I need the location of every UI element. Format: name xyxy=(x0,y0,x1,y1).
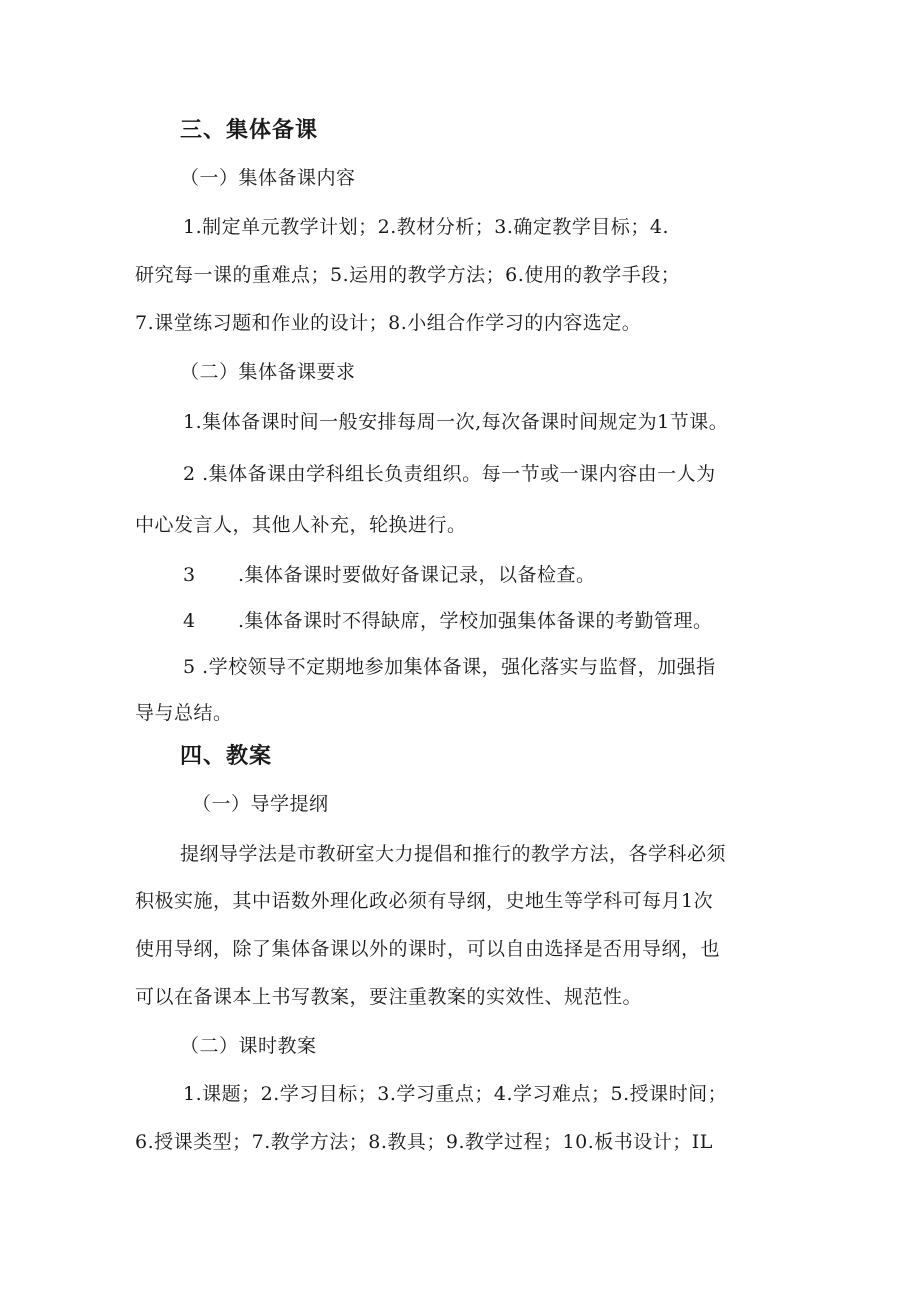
requirement-item-3-text: .集体备课时要做好备课记录，以备检查。 xyxy=(238,564,596,586)
section-4-sub1-title: （一）导学提纲 xyxy=(192,793,329,815)
requirement-item-2-line-1: 2 .集体备课由学科组长负责组织。每一节或一课内容由一人为 xyxy=(183,463,716,485)
section-3-sub2-title: （二）集体备课要求 xyxy=(180,361,356,383)
requirement-item-2-line-2: 中心发言人，其他人补充，轮换进行。 xyxy=(135,514,467,536)
lesson-plan-line: 1.课题；2.学习目标；3.学习重点；4.学习难点；5.授课时间； xyxy=(183,1083,728,1105)
section-3-heading: 三、集体备课 xyxy=(180,118,319,143)
guide-paragraph-line: 使用导纲，除了集体备课以外的课时，可以自由选择是否用导纲，也 xyxy=(135,938,721,960)
requirement-item-5-line-2: 导与总结。 xyxy=(135,702,233,724)
requirement-item-4-text: .集体备课时不得缺席，学校加强集体备课的考勤管理。 xyxy=(238,610,713,632)
section-3-sub1-line: 研究每一课的重难点；5.运用的教学方法；6.使用的教学手段； xyxy=(135,264,681,286)
guide-paragraph-line: 提纲导学法是市教研室大力提倡和推行的教学方法，各学科必须 xyxy=(180,843,727,865)
section-4-heading: 四、教案 xyxy=(180,744,273,769)
section-3-sub1-title: （一）集体备课内容 xyxy=(180,167,356,189)
section-3-sub1-line: 7.课堂练习题和作业的设计；8.小组合作学习的内容选定。 xyxy=(135,312,642,334)
section-4-sub2-title: （二）课时教案 xyxy=(180,1035,317,1057)
requirement-item-1: 1.集体备课时间一般安排每周一次,每次备课时间规定为1节课。 xyxy=(183,411,729,433)
requirement-item-5-line-1: 5 .学校领导不定期地参加集体备课，强化落实与监督，加强指 xyxy=(183,656,716,678)
lesson-plan-line: 6.授课类型；7.教学方法；8.教具；9.教学过程；10.板书设计；IL xyxy=(135,1131,713,1153)
guide-paragraph-line: 可以在备课本上书写教案，要注重教案的实效性、规范性。 xyxy=(135,986,643,1008)
guide-paragraph-line: 积极实施，其中语数外理化政必须有导纲，史地生等学科可每月1次 xyxy=(135,890,714,912)
section-3-sub1-line: 1.制定单元教学计划；2.教材分析；3.确定教学目标；4. xyxy=(183,216,670,238)
requirement-item-3-number: 3 xyxy=(183,564,196,586)
requirement-item-4-number: 4 xyxy=(183,610,196,632)
